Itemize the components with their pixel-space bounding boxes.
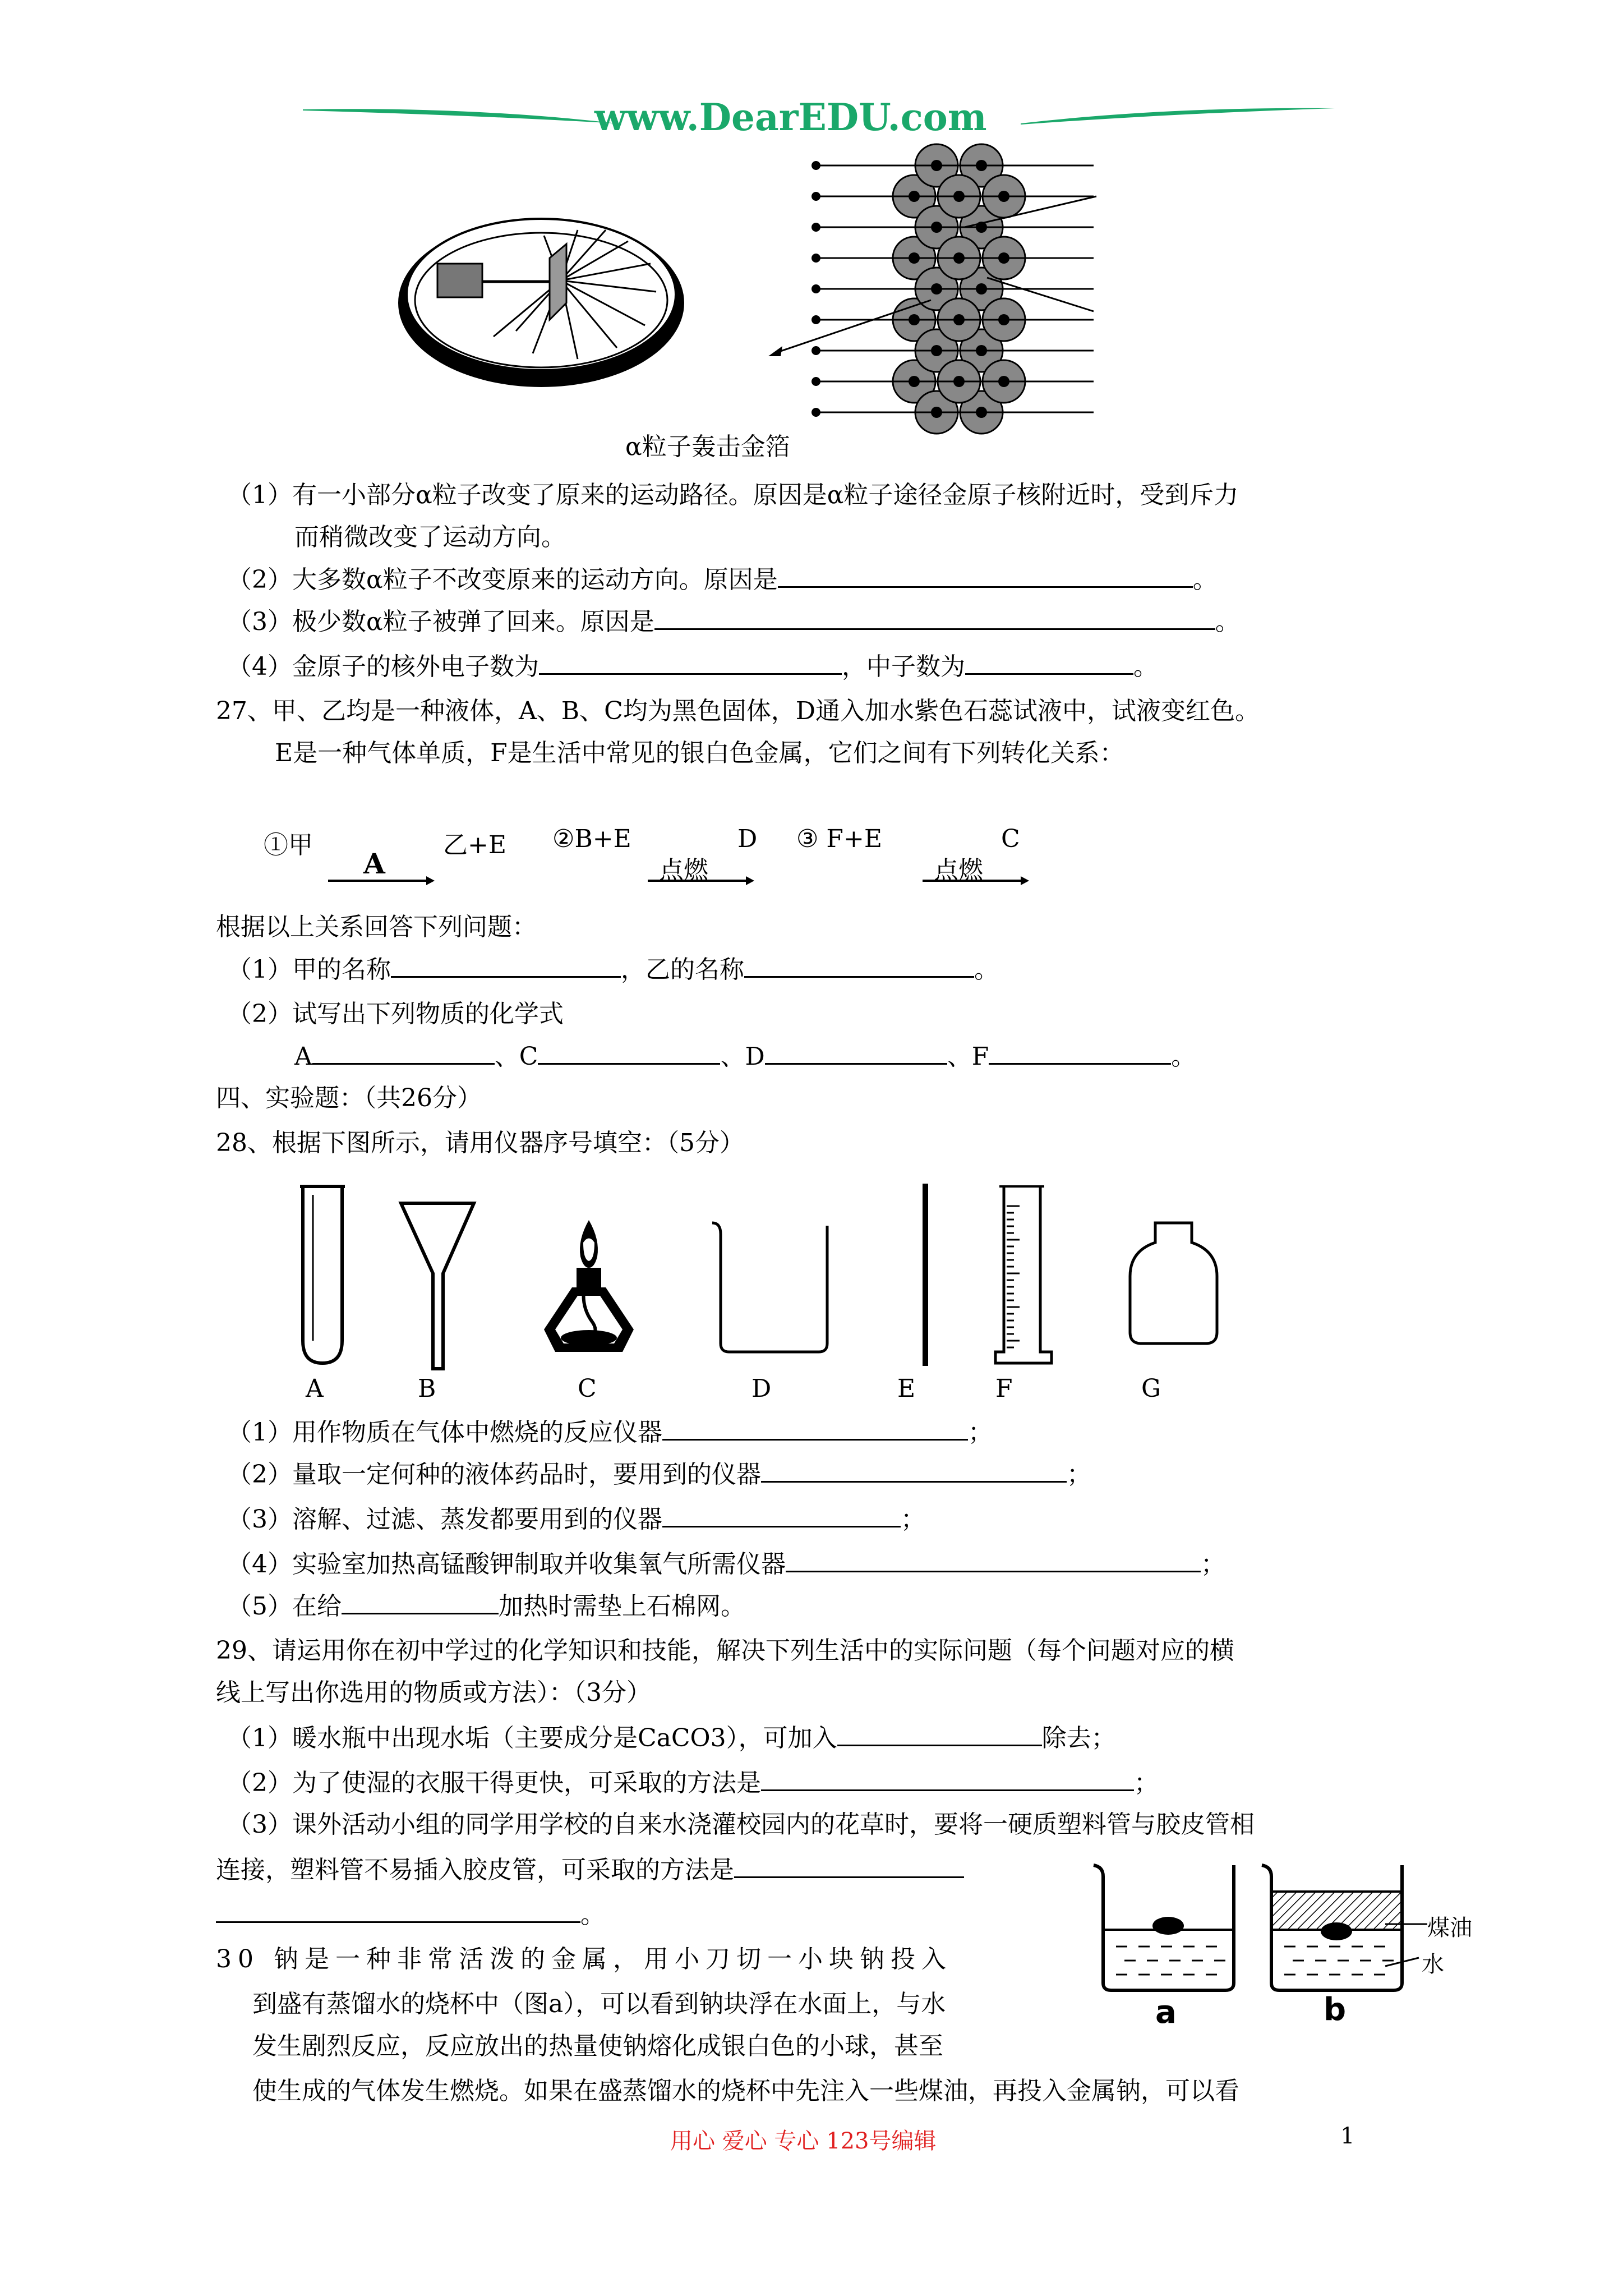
- test-tube-icon: [297, 1184, 348, 1369]
- alpha-scattering-apparatus: [393, 185, 690, 409]
- answer-blank[interactable]: [965, 651, 1133, 675]
- reaction3-left: ③ F+E: [796, 825, 882, 853]
- header-swoosh-left: [303, 98, 617, 132]
- answer-blank[interactable]: [761, 1767, 1134, 1791]
- q27-sub1-text-a: （1）甲的名称: [227, 955, 391, 984]
- answer-blank[interactable]: [989, 1041, 1171, 1065]
- q29-sub1: [227, 1722, 1116, 1754]
- q26-sub2: [227, 564, 1218, 596]
- q29-sub1-text-b: 除去；: [1041, 1724, 1116, 1752]
- instrument-label-c: C: [578, 1374, 597, 1403]
- q27-para2: E是一种气体单质，F是生活中常见的银白色金属，它们之间有下列转化关系：: [275, 739, 1124, 767]
- answer-blank[interactable]: [342, 1590, 499, 1614]
- q27-sub1-end: 。: [974, 955, 999, 984]
- answer-blank[interactable]: [734, 1854, 964, 1878]
- q30-line2: 到盛有蒸馏水的烧杯中（图a），可以看到钠块浮在水面上，与水: [252, 1990, 946, 2018]
- q30-line1: 30 钠是一种非常活泼的金属，用小刀切一小块钠投入: [216, 1945, 952, 1973]
- q29-sub2-semi: ；: [1134, 1769, 1159, 1797]
- formula-c-label: 、C: [494, 1042, 538, 1071]
- answer-blank[interactable]: [765, 1041, 947, 1065]
- q27-intro: 根据以上关系回答下列问题：: [216, 913, 537, 941]
- q29-sub1-text-a: （1）暖水瓶中出现水垢（主要成分是CaCO3），可加入: [227, 1724, 837, 1752]
- answer-blank[interactable]: [654, 606, 1215, 630]
- reaction2-left: ②B+E: [552, 825, 631, 853]
- q28-sub4: [227, 1548, 1225, 1580]
- formula-d-label: 、D: [720, 1042, 765, 1071]
- q29-sub3-line2: [216, 1854, 964, 1886]
- funnel-icon: [398, 1200, 477, 1374]
- answer-blank[interactable]: [216, 1899, 580, 1923]
- q28-sub1: [227, 1416, 993, 1448]
- reaction2-condition: 点燃: [659, 856, 708, 885]
- q27-formulas: [294, 1041, 1196, 1073]
- figure-a-label: a: [1155, 1994, 1177, 2031]
- q26-sub1-line2: 而稍微改变了运动方向。: [294, 523, 566, 551]
- reaction2-right: D: [737, 825, 758, 853]
- reaction3-arrow: [923, 875, 1029, 886]
- instrument-label-f: F: [995, 1374, 1013, 1403]
- q28-sub2-text: （2）量取一定何种的液体药品时，要用到的仪器: [227, 1460, 761, 1489]
- q30-line3: 发生剧烈反应，反应放出的热量使钠熔化成银白色的小球，甚至: [252, 2032, 943, 2060]
- answer-blank[interactable]: [778, 564, 1193, 588]
- instrument-label-d: D: [751, 1374, 772, 1403]
- q29-sub3-line1: （3）课外活动小组的同学用学校的自来水浇灌校园内的花草时，要将一硬质塑料管与胶皮管相: [227, 1810, 1255, 1839]
- answer-blank[interactable]: [744, 954, 974, 978]
- instrument-label-a: A: [306, 1374, 324, 1403]
- q28-sub1-semi: ；: [968, 1418, 993, 1447]
- q27-sub2: （2）试写出下列物质的化学式: [227, 1000, 564, 1028]
- page-number: 1: [1340, 2123, 1355, 2149]
- figure1-caption: α粒子轰击金箔: [625, 432, 790, 461]
- q26-sub4: [227, 651, 1158, 683]
- answer-blank[interactable]: [786, 1548, 1201, 1572]
- reaction3-right: C: [1001, 825, 1020, 853]
- q28-sub2: [227, 1458, 1091, 1490]
- formula-f-label: 、F: [947, 1042, 989, 1071]
- q28-sub3-text: （3）溶解、过滤、蒸发都要用到的仪器: [227, 1505, 662, 1534]
- answer-blank[interactable]: [837, 1722, 1042, 1746]
- header-site-title: www.DearEDU.com: [594, 95, 987, 139]
- instrument-label-b: B: [418, 1374, 436, 1403]
- reaction1-arrow: [328, 875, 435, 886]
- q28-sub3-semi: ；: [901, 1505, 925, 1534]
- reaction2-arrow: [648, 875, 754, 886]
- q27-sub1-text-b: ，乙的名称: [621, 955, 744, 984]
- q27-formulas-end: 。: [1171, 1042, 1196, 1071]
- q29-sub3-text: 连接，塑料管不易插入胶皮管，可采取的方法是: [216, 1856, 734, 1884]
- q28-sub4-semi: ；: [1201, 1550, 1225, 1579]
- q26-sub1-line1: （1）有一小部分α粒子改变了原来的运动路径。原因是α粒子途径金原子核附近时，受到斥力: [227, 481, 1239, 509]
- answer-blank[interactable]: [761, 1458, 1067, 1483]
- q26-sub4-end: 。: [1133, 652, 1158, 681]
- answer-blank[interactable]: [539, 651, 842, 675]
- q29-para2: 线上写出你选用的物质或方法）：（3分）: [216, 1678, 651, 1707]
- graduated-cylinder-icon: [993, 1184, 1054, 1369]
- q28-sub1-text: （1）用作物质在气体中燃烧的反应仪器: [227, 1418, 662, 1447]
- alcohol-lamp-icon: [538, 1217, 639, 1358]
- q28-sub5: [227, 1590, 745, 1622]
- instrument-label-g: G: [1141, 1374, 1161, 1403]
- reaction3-condition: 点燃: [934, 856, 983, 885]
- q28-title: 28、根据下图所示，请用仪器序号填空：（5分）: [216, 1129, 744, 1157]
- footer-text: 用心 爱心 专心 123号编辑: [670, 2128, 937, 2154]
- header-swoosh-right: [1021, 98, 1335, 132]
- q29-sub2: [227, 1767, 1159, 1799]
- answer-blank[interactable]: [538, 1041, 720, 1065]
- label-water: 水: [1422, 1952, 1444, 1977]
- label-kerosene: 煤油: [1427, 1915, 1472, 1941]
- q26-sub3-text: （3）极少数α粒子被弹了回来。原因是: [227, 608, 654, 636]
- q29-para1: 29、请运用你在初中学过的化学知识和技能，解决下列生活中的实际问题（每个问题对应的横: [216, 1636, 1234, 1665]
- figure-b-label: b: [1324, 1991, 1347, 2028]
- q28-sub4-text: （4）实验室加热高锰酸钾制取并收集氧气所需仪器: [227, 1550, 786, 1579]
- q28-sub5-text-b: 加热时需垫上石棉网。: [499, 1592, 745, 1621]
- q29-sub3-end: 。: [580, 1901, 605, 1929]
- answer-blank[interactable]: [662, 1503, 901, 1527]
- gas-jar-icon: [1124, 1220, 1223, 1346]
- q26-sub4-text-a: （4）金原子的核外电子数为: [227, 652, 539, 681]
- answer-blank[interactable]: [391, 954, 621, 978]
- gold-foil-atoms-diagram: [763, 143, 1110, 435]
- q26-sub4-text-b: ，中子数为: [842, 652, 965, 681]
- q26-sub3: [227, 606, 1240, 638]
- beaker-icon: [709, 1217, 836, 1358]
- instrument-label-e: E: [897, 1374, 916, 1403]
- q28-sub3: [227, 1503, 925, 1535]
- reaction1-condition: A: [363, 847, 385, 880]
- reaction1-right: 乙+E: [443, 831, 506, 859]
- q28-sub2-semi: ；: [1067, 1460, 1091, 1489]
- formula-a-label: A: [294, 1042, 312, 1071]
- q26-sub3-end: 。: [1215, 608, 1240, 636]
- q27-para1: 27、甲、乙均是一种液体，A、B、C均为黑色固体，D通入加水紫色石蕊试液中，试液变红色。: [216, 697, 1260, 725]
- glass-rod-icon: [920, 1184, 931, 1366]
- q26-sub2-text: （2）大多数α粒子不改变原来的运动方向。原因是: [227, 565, 778, 594]
- q30-line4: 使生成的气体发生燃烧。如果在盛蒸馏水的烧杯中先注入一些煤油，再投入金属钠，可以看: [252, 2077, 1239, 2105]
- q26-sub2-end: 。: [1192, 565, 1218, 594]
- q27-sub1: [227, 954, 999, 986]
- q29-sub3-line3: [216, 1899, 605, 1931]
- q28-sub5-text-a: （5）在给: [227, 1592, 342, 1621]
- answer-blank[interactable]: [312, 1041, 495, 1065]
- section4-heading: 四、实验题：（共26分）: [216, 1084, 482, 1112]
- reaction1-left: ①甲: [264, 831, 313, 859]
- q29-sub2-text: （2）为了使湿的衣服干得更快，可采取的方法是: [227, 1769, 761, 1797]
- answer-blank[interactable]: [662, 1416, 968, 1441]
